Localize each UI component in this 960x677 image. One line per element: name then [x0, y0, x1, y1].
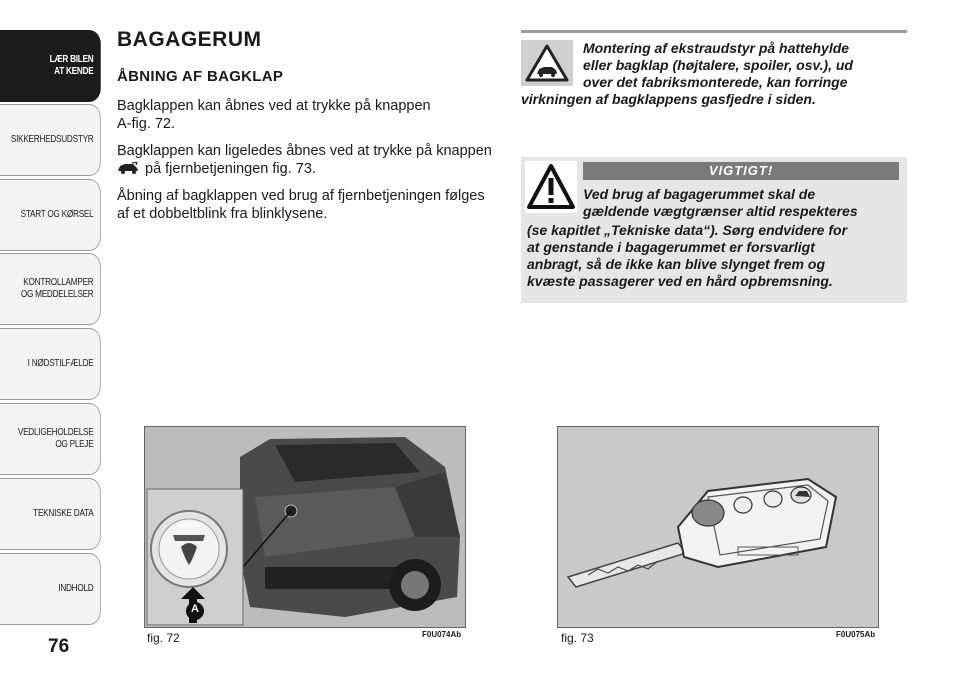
important-header: VIGTIGT!: [583, 162, 899, 180]
section-title: BAGAGERUM: [117, 28, 262, 51]
text-line: anbragt, så de ikke kan blive slynget frem og: [527, 256, 825, 272]
note-text-indented: [583, 40, 913, 91]
paragraph-3: [117, 187, 507, 223]
text-line: af et dobbeltblink fra blinklysene.: [117, 206, 328, 222]
tab-label: OG PLEJE: [55, 439, 94, 450]
tab-label: AT KENDE: [54, 66, 94, 77]
note-text-full: [527, 222, 905, 290]
car-trunk-icon: [117, 162, 139, 174]
text-line: A-fig. 72.: [117, 116, 176, 132]
text-line: [117, 160, 507, 178]
figure-72-code: F0U074Ab: [422, 630, 462, 639]
marker-a: A: [191, 603, 199, 615]
figure-72-car-rear: [144, 426, 466, 628]
tab-kontrollamper[interactable]: [0, 253, 101, 325]
text-line: eller bagklap (højtalere, spoiler, osv.), ud: [583, 57, 853, 73]
note-text-indented: [583, 186, 903, 220]
figure-73-caption: fig. 73: [561, 631, 594, 645]
tab-indhold[interactable]: [0, 553, 101, 625]
text-line: over det fabriksmonterede, kan forringe: [583, 74, 848, 90]
tab-label: I NØDSTILFÆLDE: [27, 358, 94, 369]
figure-73-remote-key: [557, 426, 879, 628]
tab-label: INDHOLD: [58, 583, 94, 594]
accessory-note: [521, 36, 907, 126]
paragraph-1: [117, 97, 507, 133]
tab-label: LÆR BILEN: [49, 54, 94, 65]
text-line: at genstande i bagagerummet er forsvarligt: [527, 239, 815, 255]
tab-label: SIKKERHEDSUDSTYR: [10, 134, 94, 145]
tab-label: VEDLIGEHOLDELSE: [17, 427, 94, 438]
text-line: Bagklappen kan åbnes ved at trykke på knappen: [117, 98, 431, 114]
car-warning-icon: [521, 40, 573, 86]
tab-i-noedstilfaelde[interactable]: [0, 328, 101, 400]
tab-label: TEKNISKE DATA: [33, 508, 94, 519]
text-line: (se kapitlet „Tekniske data“). Sørg endvidere for: [527, 222, 848, 238]
page-number: 76: [48, 636, 70, 657]
paragraph-2: [117, 142, 507, 178]
text-line: gældende vægtgrænser altid respekteres: [583, 203, 858, 219]
text-line: Ved brug af bagagerummet skal de: [583, 186, 816, 202]
tab-start-og-koersel[interactable]: [0, 179, 101, 251]
warning-triangle-icon: [525, 161, 577, 213]
tab-label: KONTROLLAMPER: [23, 277, 94, 288]
text-span: på fjernbetjeningen fig. 73.: [145, 161, 316, 177]
tab-laer-bilen-at-kende[interactable]: [0, 30, 101, 102]
abarth-badge: ABARTH: [176, 523, 202, 529]
tab-sikkerhedsudstyr[interactable]: [0, 104, 101, 176]
note-text-full: virkningen af bagklappens gasfjedre i siden.: [521, 91, 816, 107]
important-note: [521, 157, 907, 303]
tab-label: START OG KØRSEL: [20, 209, 94, 220]
tab-label: OG MEDDELELSER: [20, 289, 94, 300]
text-line: Bagklappen kan ligeledes åbnes ved at trykke på knappen: [117, 143, 492, 159]
figure-73-code: F0U075Ab: [836, 630, 876, 639]
text-line: Åbning af bagklappen ved brug af fjernbetjeningen følges: [117, 188, 485, 204]
remote-key-illustration: [558, 427, 878, 627]
column-rule: [521, 30, 907, 33]
figure-72-caption: fig. 72: [147, 631, 180, 645]
tab-vedligeholdelse[interactable]: [0, 403, 101, 475]
section-subtitle: ÅBNING AF BAGKLAP: [117, 68, 284, 85]
text-line: kvæste passagerer ved en hård opbremsning.: [527, 273, 833, 289]
text-line: Montering af ekstraudstyr på hattehylde: [583, 40, 850, 56]
tab-tekniske-data[interactable]: [0, 478, 101, 550]
